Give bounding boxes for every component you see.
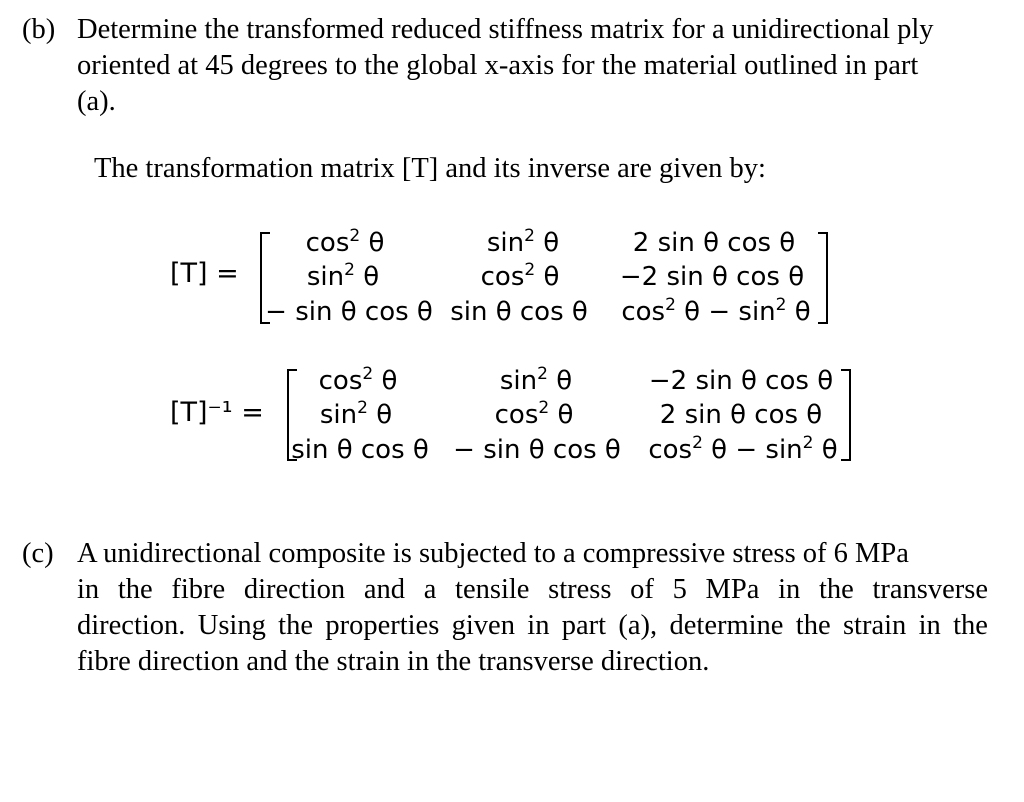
matrix-t-label: [T] = — [170, 258, 239, 289]
matrix-t-inverse-cell: sin θ cos θ — [291, 435, 429, 465]
word: fibre — [171, 574, 226, 605]
word: the — [953, 610, 988, 641]
word: properties — [325, 610, 440, 641]
part-b-text — [77, 12, 934, 120]
matrix-t-inverse-cell: $\sin^2 \theta$ — [499, 364, 573, 396]
word: and — [363, 574, 406, 605]
matrix-t-inverse-cell: − sin θ cos θ — [453, 435, 621, 465]
word: Using — [197, 610, 266, 641]
part-c-line — [77, 572, 988, 608]
matrix-t-cell: sin θ cos θ — [450, 297, 588, 327]
matrix-t-inverse-cell: $\cos^2 \theta$ — [494, 398, 574, 430]
word: in — [918, 610, 941, 641]
matrix-t-cell: $\sin^2 \theta$ — [306, 260, 380, 292]
part-b-line: (a). — [77, 86, 116, 117]
word: in — [77, 574, 100, 605]
matrix-t-inverse-cell: $\cos^2 \theta - \sin^2 \theta$ — [648, 433, 838, 465]
word: of — [630, 574, 654, 605]
matrix-t-inverse-cell: $\cos^2 \theta$ — [318, 364, 398, 396]
word: direction. — [77, 610, 186, 641]
word: tensile — [455, 574, 530, 605]
word: in — [527, 610, 550, 641]
word: part — [561, 610, 607, 641]
part-b-line: Determine the transformed reduced stiffness matrix for a unidirectional ply — [77, 14, 934, 45]
intro-text: The transformation matrix [T] and its inverse are given by: — [94, 153, 766, 184]
matrix-t-cell: $\cos^2 \theta$ — [480, 260, 560, 292]
matrix-t-cell: $\cos^2 \theta - \sin^2 \theta$ — [621, 295, 811, 327]
part-b-line: oriented at 45 degrees to the global x-axis for the material outlined in part — [77, 50, 919, 81]
matrix-t-cell: −2 sin θ cos θ — [619, 262, 805, 292]
word: determine — [669, 610, 784, 641]
word: the — [278, 610, 313, 641]
matrix-t-cell: − sin θ cos θ — [265, 297, 433, 327]
part-c-line — [77, 608, 988, 644]
word: a — [423, 574, 437, 605]
matrix-t-inverse-cell: −2 sin θ cos θ — [648, 366, 834, 396]
word: 5 — [672, 574, 687, 605]
word: stress — [548, 574, 612, 605]
matrix-t-cell: $\sin^2 \theta$ — [486, 226, 560, 258]
matrix-t-inverse-label: [T]⁻¹ = — [170, 397, 264, 428]
matrix-t-cell: $\cos^2 \theta$ — [305, 226, 385, 258]
right-bracket — [841, 369, 851, 461]
matrix-t-inverse-cell: 2 sin θ cos θ — [659, 400, 823, 430]
word: strain — [842, 610, 907, 641]
part-c-label: (c) — [22, 538, 54, 569]
matrix-t-cell: 2 sin θ cos θ — [632, 228, 796, 258]
part-c-line: A unidirectional composite is subjected to a compressive stress of 6 MPa — [77, 538, 909, 569]
matrix-t-inverse-cell: $\sin^2 \theta$ — [319, 398, 393, 430]
word: MPa — [705, 574, 760, 605]
word: in — [778, 574, 801, 605]
word: (a), — [618, 610, 658, 641]
word: the — [818, 574, 854, 605]
right-bracket — [818, 232, 828, 324]
part-c-text — [77, 536, 988, 680]
word: the — [117, 574, 153, 605]
word: transverse — [872, 574, 988, 605]
word: given — [451, 610, 515, 641]
part-c-line: fibre direction and the strain in the transverse direction. — [77, 646, 710, 677]
part-b-label: (b) — [22, 14, 56, 45]
word: the — [795, 610, 831, 641]
word: direction — [243, 574, 346, 605]
